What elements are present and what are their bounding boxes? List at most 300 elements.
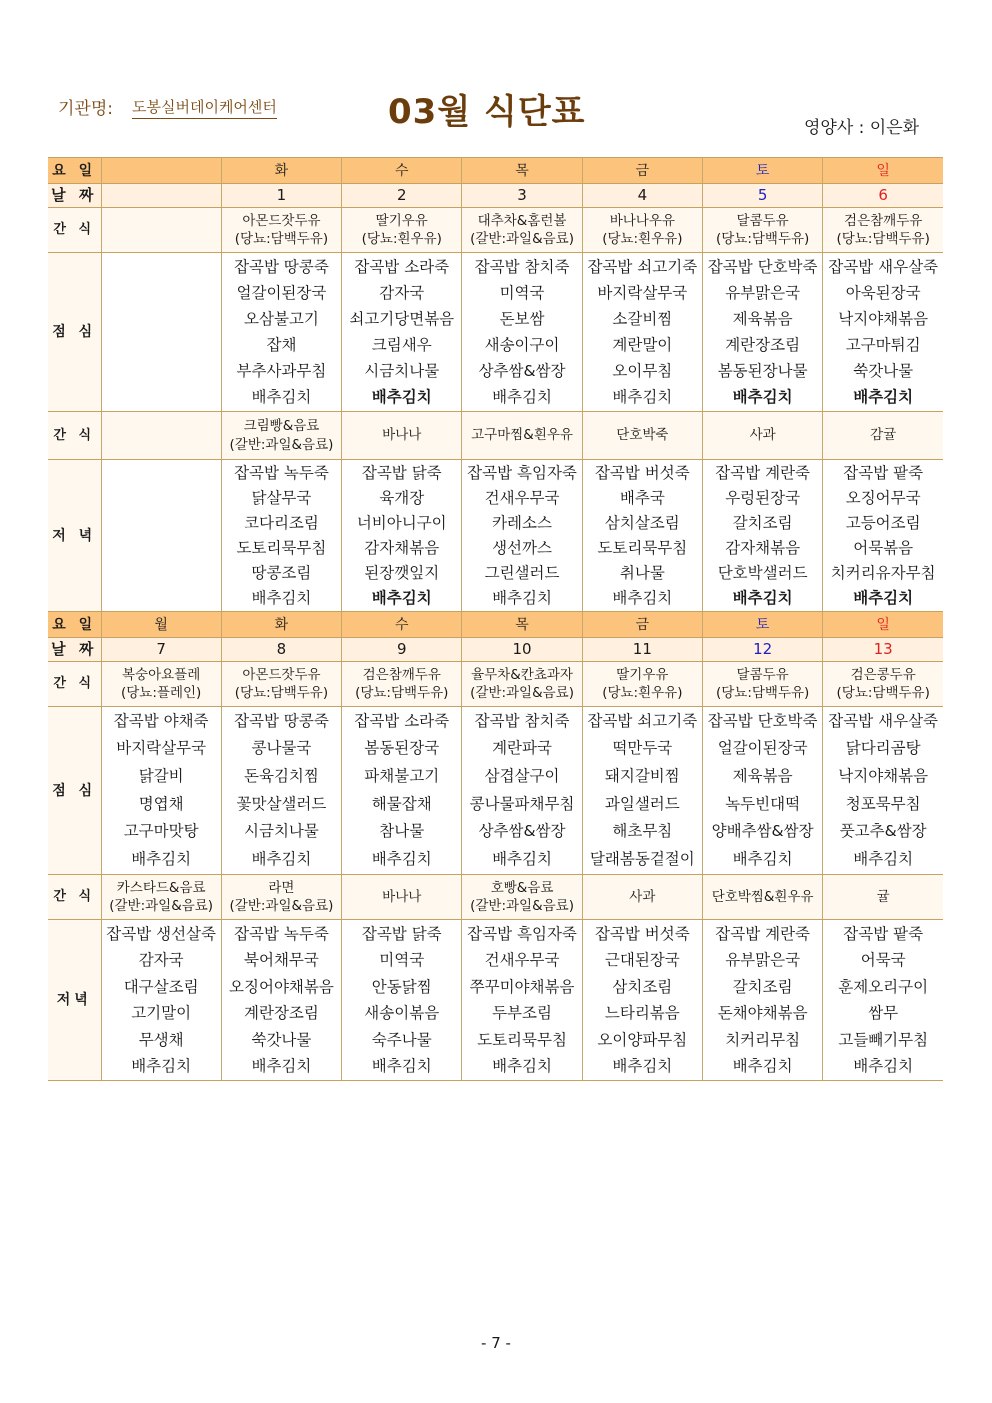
menu-item: 배추국 bbox=[619, 488, 665, 507]
menu-item: 카레소스 bbox=[492, 513, 552, 532]
snack_pm-cell bbox=[823, 875, 943, 920]
menu-item: 바나나 bbox=[382, 427, 422, 444]
date-cell: 9 bbox=[342, 638, 462, 662]
menu-item: 고구마찜&흰우유 bbox=[471, 427, 573, 444]
menu-item: 오이양파무침 bbox=[597, 1030, 688, 1049]
menu-item: 잡곡밥 팥죽 bbox=[843, 924, 924, 943]
menu-item: 배추김치 bbox=[853, 849, 914, 868]
menu-item: 건새우무국 bbox=[484, 488, 560, 507]
date-cell: 2 bbox=[342, 184, 462, 208]
menu-item: (당뇨:담백두유) bbox=[234, 231, 329, 247]
menu-item: 바지락살무국 bbox=[597, 283, 688, 302]
menu-item: 부추사과무침 bbox=[236, 362, 327, 381]
menu-table bbox=[48, 157, 943, 1081]
menu-item: 소갈비찜 bbox=[612, 309, 673, 328]
menu-item: 잡곡밥 팥죽 bbox=[843, 463, 924, 482]
menu-item: 돈보쌈 bbox=[499, 309, 545, 328]
lunch-cell bbox=[823, 253, 943, 412]
menu-item: (당뇨:담백두유) bbox=[836, 685, 930, 701]
menu-item: 고구마튀김 bbox=[845, 336, 921, 354]
menu-item: 배추김치 bbox=[853, 588, 914, 607]
menu-item: 배추김치 bbox=[612, 588, 673, 607]
dinner-cell bbox=[582, 460, 702, 612]
menu-item: 닭갈비 bbox=[138, 766, 184, 785]
menu-item: 잡곡밥 소라죽 bbox=[354, 711, 450, 730]
menu-item: 잡곡밥 참치죽 bbox=[474, 711, 570, 730]
menu-item: 건새우무국 bbox=[484, 951, 560, 969]
menu-item: 달콤두유 bbox=[736, 666, 789, 683]
menu-item: 사과 bbox=[749, 427, 776, 444]
page-title: 03월 식단표 bbox=[388, 92, 586, 132]
menu-item: 잡곡밥 단호박죽 bbox=[707, 257, 818, 276]
menu-item: (당뇨:담백두유) bbox=[234, 685, 329, 701]
menu-item: 돈육김치찜 bbox=[244, 766, 319, 785]
menu-item: 단호박죽 bbox=[616, 427, 669, 444]
menu-item: 잡곡밥 녹두죽 bbox=[234, 924, 329, 943]
menu-item: 계란장조림 bbox=[725, 336, 801, 354]
menu-item: 잡곡밥 새우살죽 bbox=[828, 257, 939, 276]
menu-item: 감귤 bbox=[870, 427, 897, 444]
date-cell bbox=[101, 184, 221, 208]
menu-item: 도토리묵무침 bbox=[477, 1030, 567, 1049]
menu-item: 잡곡밥 쇠고기죽 bbox=[587, 711, 698, 730]
menu-item: 도토리묵무침 bbox=[597, 538, 688, 557]
menu-item: 라면 bbox=[268, 879, 295, 896]
lunch-cell bbox=[582, 253, 702, 412]
menu-item: 배추김치 bbox=[612, 388, 673, 407]
menu-item: 검은참깨두유 bbox=[844, 212, 923, 229]
snack_pm-cell bbox=[582, 412, 702, 460]
menu-item: 감자국 bbox=[379, 283, 425, 302]
menu-item: 복숭아요플레 bbox=[122, 666, 201, 683]
lunch-cell bbox=[101, 707, 221, 875]
menu-item: 배추김치 bbox=[492, 1057, 552, 1075]
menu-item: (갈반:과일&음료) bbox=[229, 436, 334, 453]
menu-item: 명엽채 bbox=[138, 794, 184, 813]
menu-item: 제육볶음 bbox=[732, 309, 793, 328]
menu-item: 바지락살무국 bbox=[116, 739, 207, 758]
menu-item: 검은참깨두유 bbox=[362, 666, 441, 683]
snack_am-cell bbox=[342, 662, 462, 707]
date-cell: 4 bbox=[582, 184, 702, 208]
snack_am-cell bbox=[101, 662, 221, 707]
menu-item: 아욱된장국 bbox=[845, 283, 921, 302]
menu-item: 두부조림 bbox=[492, 1004, 552, 1022]
menu-item: 녹두빈대떡 bbox=[725, 794, 801, 813]
menu-item: (갈반:과일&음료) bbox=[470, 231, 574, 247]
menu-item: 어묵국 bbox=[860, 951, 906, 969]
menu-item: 청포묵무침 bbox=[845, 794, 921, 813]
menu-item: 잡곡밥 소라죽 bbox=[354, 257, 450, 276]
menu-item: 무생채 bbox=[138, 1030, 184, 1049]
menu-item: 계란파국 bbox=[492, 739, 552, 758]
day-cell bbox=[101, 158, 221, 184]
menu-item: 귤 bbox=[876, 888, 890, 905]
menu-item: 배추김치 bbox=[131, 1057, 192, 1075]
menu-item: 배추김치 bbox=[492, 588, 552, 607]
menu-item: 잡곡밥 녹두죽 bbox=[234, 463, 329, 482]
menu-item: (갈반:과일&음료) bbox=[470, 685, 574, 701]
menu-item: 달래봄동겉절이 bbox=[589, 849, 695, 868]
menu-item: 카스타드&음료 bbox=[116, 879, 206, 896]
day-cell: 목 bbox=[462, 158, 582, 184]
menu-item: 봄동된장국 bbox=[364, 739, 440, 758]
lunch-cell bbox=[702, 253, 822, 412]
menu-item: 과일샐러드 bbox=[604, 794, 680, 813]
menu-item: 그린샐러드 bbox=[484, 563, 560, 582]
date-cell: 1 bbox=[221, 184, 341, 208]
dinner-cell bbox=[342, 460, 462, 612]
menu-item: 배추김치 bbox=[492, 849, 552, 868]
menu-item: 바나나 bbox=[382, 888, 422, 905]
lunch-cell bbox=[462, 253, 582, 412]
menu-item: 얼갈이된장국 bbox=[236, 283, 327, 302]
row-label: 간 식 bbox=[48, 208, 101, 253]
lunch-cell bbox=[823, 707, 943, 875]
menu-item: 바나나우유 bbox=[609, 212, 675, 229]
menu-item: 율무차&칸쵸과자 bbox=[471, 666, 573, 683]
org-name: 도봉실버데이케어센터 bbox=[132, 96, 277, 119]
lunch-cell bbox=[221, 707, 341, 875]
menu-item: 잡곡밥 쇠고기죽 bbox=[587, 257, 698, 276]
menu-item: 배추김치 bbox=[371, 1057, 432, 1075]
snack_pm-cell bbox=[462, 412, 582, 460]
snack_pm-cell bbox=[101, 412, 221, 460]
menu-item: 배추김치 bbox=[371, 849, 432, 868]
date-cell: 3 bbox=[462, 184, 582, 208]
row-label: 날 짜 bbox=[48, 638, 101, 662]
menu-item: 도토리묵무침 bbox=[236, 538, 327, 557]
menu-item: 단호박샐러드 bbox=[717, 563, 808, 582]
menu-item: 배추김치 bbox=[251, 388, 312, 407]
menu-item: 잡곡밥 땅콩죽 bbox=[234, 257, 329, 276]
lunch-cell bbox=[342, 253, 462, 412]
snack_am-cell bbox=[823, 662, 943, 707]
lunch-cell bbox=[101, 253, 221, 412]
row-label: 저 녁 bbox=[48, 460, 101, 612]
snack_pm-cell bbox=[462, 875, 582, 920]
snack_pm-cell bbox=[582, 875, 702, 920]
nutritionist: 영양사 : 이은화 bbox=[804, 118, 920, 138]
lunch-cell bbox=[462, 707, 582, 875]
menu-item: 오징어야채볶음 bbox=[229, 977, 334, 996]
row-label: 점 심 bbox=[48, 707, 101, 875]
menu-item: 치커리무침 bbox=[725, 1030, 801, 1049]
menu-item: 감자채볶음 bbox=[725, 538, 801, 557]
dinner-cell bbox=[221, 920, 341, 1081]
snack_am-cell bbox=[582, 208, 702, 253]
menu-item: 감자채볶음 bbox=[364, 538, 440, 557]
snack_am-cell bbox=[702, 208, 822, 253]
day-cell: 토 bbox=[702, 158, 822, 184]
dinner-cell bbox=[462, 920, 582, 1081]
menu-item: 잡곡밥 흑임자죽 bbox=[467, 463, 577, 482]
snack_am-cell bbox=[823, 208, 943, 253]
day-cell: 화 bbox=[221, 612, 341, 638]
menu-item: (당뇨:담백두유) bbox=[836, 231, 930, 247]
day-cell: 화 bbox=[221, 158, 341, 184]
day-cell: 월 bbox=[101, 612, 221, 638]
menu-item: 풋고추&쌈장 bbox=[839, 822, 927, 841]
menu-item: 북어채무국 bbox=[244, 951, 319, 969]
menu-item: 계란말이 bbox=[612, 336, 673, 354]
menu-item: 배추김치 bbox=[251, 849, 312, 868]
dinner-cell bbox=[823, 460, 943, 612]
menu-item: 달콤두유 bbox=[736, 212, 789, 229]
page-number: - 7 - bbox=[481, 1334, 511, 1352]
menu-item: 근대된장국 bbox=[604, 951, 680, 969]
snack_pm-cell bbox=[221, 875, 341, 920]
date-cell: 10 bbox=[462, 638, 582, 662]
menu-item: 유부맑은국 bbox=[725, 283, 801, 302]
date-cell: 8 bbox=[221, 638, 341, 662]
day-cell: 수 bbox=[342, 158, 462, 184]
day-cell: 일 bbox=[823, 158, 943, 184]
lunch-cell bbox=[221, 253, 341, 412]
menu-item: 아몬드잣두유 bbox=[242, 212, 321, 229]
menu-item: 육개장 bbox=[379, 488, 425, 507]
snack_am-cell bbox=[342, 208, 462, 253]
menu-item: 생선까스 bbox=[492, 538, 552, 557]
row-label: 간 식 bbox=[48, 662, 101, 707]
menu-item: 배추김치 bbox=[853, 1057, 914, 1075]
menu-item: 닭다리곰탕 bbox=[845, 739, 921, 758]
menu-item: 잡곡밥 땅콩죽 bbox=[234, 711, 329, 730]
menu-item: 배추김치 bbox=[251, 1057, 312, 1075]
menu-item: 새송이구이 bbox=[484, 336, 560, 354]
menu-item: 크림새우 bbox=[371, 336, 432, 354]
date-cell: 7 bbox=[101, 638, 221, 662]
menu-item: 잡곡밥 흑임자죽 bbox=[467, 924, 577, 943]
dinner-cell bbox=[342, 920, 462, 1081]
snack_am-cell bbox=[462, 662, 582, 707]
menu-item: 느타리볶음 bbox=[604, 1004, 680, 1022]
menu-item: 감자국 bbox=[138, 951, 184, 969]
menu-item: 잡곡밥 야채죽 bbox=[113, 711, 209, 730]
menu-item: 잡곡밥 닭죽 bbox=[361, 924, 442, 943]
menu-item: 미역국 bbox=[499, 283, 545, 302]
dinner-cell bbox=[101, 920, 221, 1081]
day-cell: 수 bbox=[342, 612, 462, 638]
menu-item: 단호박찜&흰우유 bbox=[711, 888, 814, 905]
menu-item: 시금치나물 bbox=[244, 822, 319, 841]
menu-item: (당뇨:플레인) bbox=[121, 685, 202, 701]
menu-item: 미역국 bbox=[379, 951, 425, 969]
menu-item: 계란장조림 bbox=[244, 1004, 319, 1022]
menu-item: 배추김치 bbox=[612, 1057, 673, 1075]
menu-item: 너비아니구이 bbox=[356, 513, 447, 532]
menu-item: 콩나물파채무침 bbox=[469, 794, 575, 813]
menu-item: 우렁된장국 bbox=[725, 488, 801, 507]
date-cell: 6 bbox=[823, 184, 943, 208]
menu-item: 사과 bbox=[629, 888, 656, 905]
menu-item: 오이무침 bbox=[612, 362, 673, 381]
menu-item: 검은콩두유 bbox=[850, 666, 916, 683]
menu-item: 어묵볶음 bbox=[853, 538, 914, 557]
snack_am-cell bbox=[462, 208, 582, 253]
menu-item: 갈치조림 bbox=[732, 513, 793, 532]
menu-item: 양배추쌈&쌈장 bbox=[711, 822, 814, 841]
menu-item: 딸기우유 bbox=[616, 666, 669, 683]
menu-item: (당뇨:담백두유) bbox=[715, 231, 810, 247]
menu-item: 유부맑은국 bbox=[725, 951, 801, 969]
row-label: 날 짜 bbox=[48, 184, 101, 208]
menu-item: 배추김치 bbox=[492, 388, 552, 407]
menu-item: 참나물 bbox=[379, 822, 425, 841]
menu-item: 낙지야채볶음 bbox=[838, 766, 929, 785]
snack_am-cell bbox=[702, 662, 822, 707]
snack_pm-cell bbox=[221, 412, 341, 460]
menu-item: 갈치조림 bbox=[732, 977, 793, 996]
menu-item: 잡곡밥 단호박죽 bbox=[707, 711, 818, 730]
row-label: 점 심 bbox=[48, 253, 101, 412]
menu-item: 파채불고기 bbox=[364, 766, 440, 785]
dinner-cell bbox=[582, 920, 702, 1081]
menu-item: 취나물 bbox=[619, 563, 665, 582]
day-cell: 일 bbox=[823, 612, 943, 638]
menu-item: 제육볶음 bbox=[732, 766, 793, 785]
day-cell: 목 bbox=[462, 612, 582, 638]
dinner-cell bbox=[702, 920, 822, 1081]
menu-item: 배추김치 bbox=[732, 849, 793, 868]
menu-item: 고등어조림 bbox=[845, 513, 921, 532]
menu-item: 배추김치 bbox=[371, 388, 432, 407]
menu-item: 삼치조림 bbox=[612, 977, 673, 996]
menu-item: 안동닭찜 bbox=[371, 977, 432, 996]
day-cell: 금 bbox=[582, 612, 702, 638]
menu-item: 땅콩조림 bbox=[251, 563, 312, 582]
menu-item: 돼지갈비찜 bbox=[604, 766, 680, 785]
menu-item: 배추김치 bbox=[251, 588, 312, 607]
menu-item: 돈채야채볶음 bbox=[717, 1004, 808, 1022]
snack_pm-cell bbox=[101, 875, 221, 920]
menu-item: 오징어무국 bbox=[845, 488, 921, 507]
row-label: 간 식 bbox=[48, 412, 101, 460]
menu-item: 치커리유자무침 bbox=[830, 563, 936, 582]
menu-item: 된장깻잎지 bbox=[364, 563, 440, 582]
menu-item: 배추김치 bbox=[732, 1057, 793, 1075]
menu-item: 떡만두국 bbox=[612, 739, 673, 758]
snack_pm-cell bbox=[823, 412, 943, 460]
menu-item: 잡곡밥 닭죽 bbox=[361, 463, 442, 482]
menu-item: (당뇨:담백두유) bbox=[355, 685, 449, 701]
menu-item: 해초무침 bbox=[612, 822, 673, 841]
snack_am-cell bbox=[221, 208, 341, 253]
menu-item: 쑥갓나물 bbox=[251, 1030, 312, 1049]
menu-item: 잡곡밥 계란죽 bbox=[715, 924, 811, 943]
lunch-cell bbox=[702, 707, 822, 875]
menu-item: (갈반:과일&음료) bbox=[229, 898, 334, 914]
day-cell: 금 bbox=[582, 158, 702, 184]
lunch-cell bbox=[582, 707, 702, 875]
menu-item: 꽃맛살샐러드 bbox=[236, 794, 327, 813]
menu-item: 배추김치 bbox=[732, 588, 793, 607]
menu-item: 얼갈이된장국 bbox=[717, 739, 808, 758]
row-label: 요 일 bbox=[48, 158, 101, 184]
page-header bbox=[0, 0, 992, 150]
menu-item: 코다리조림 bbox=[244, 513, 319, 532]
snack_pm-cell bbox=[702, 412, 822, 460]
menu-item: (당뇨:흰우유) bbox=[602, 231, 683, 247]
menu-item: 딸기우유 bbox=[375, 212, 428, 229]
menu-item: 대추차&홈런볼 bbox=[477, 212, 567, 229]
date-cell: 5 bbox=[702, 184, 822, 208]
menu-item: 잡곡밥 새우살죽 bbox=[828, 711, 939, 730]
menu-item: 삼치살조림 bbox=[604, 513, 680, 532]
row-label: 요 일 bbox=[48, 612, 101, 638]
menu-item: 훈제오리구이 bbox=[838, 977, 929, 996]
day-cell: 토 bbox=[702, 612, 822, 638]
menu-item: 잡곡밥 버섯죽 bbox=[594, 463, 690, 482]
menu-item: 잡곡밥 계란죽 bbox=[715, 463, 811, 482]
menu-item: 잡곡밥 생선살죽 bbox=[106, 924, 217, 943]
lunch-cell bbox=[342, 707, 462, 875]
date-cell: 11 bbox=[582, 638, 702, 662]
menu-item: (당뇨:흰우유) bbox=[361, 231, 442, 247]
snack_am-cell bbox=[582, 662, 702, 707]
menu-item: 봄동된장나물 bbox=[717, 362, 808, 381]
menu-item: 고기말이 bbox=[131, 1004, 192, 1022]
menu-item: 배추김치 bbox=[732, 388, 793, 407]
menu-item: 쇠고기당면볶음 bbox=[349, 309, 455, 328]
snack_pm-cell bbox=[342, 875, 462, 920]
menu-item: 숙주나물 bbox=[371, 1030, 432, 1049]
dinner-cell bbox=[702, 460, 822, 612]
menu-item: (갈반:과일&음료) bbox=[470, 898, 574, 914]
menu-item: 삼겹살구이 bbox=[484, 766, 560, 785]
menu-item: 새송이볶음 bbox=[364, 1004, 440, 1022]
dinner-cell bbox=[101, 460, 221, 612]
menu-item: 낙지야채볶음 bbox=[838, 309, 929, 328]
snack_pm-cell bbox=[342, 412, 462, 460]
snack_am-cell bbox=[101, 208, 221, 253]
menu-item: 해물잡채 bbox=[371, 794, 432, 813]
menu-item: 닭살무국 bbox=[251, 488, 312, 507]
menu-item: (당뇨:담백두유) bbox=[715, 685, 810, 701]
menu-item: 고구마맛탕 bbox=[123, 822, 199, 841]
menu-item: 콩나물국 bbox=[251, 739, 312, 758]
menu-item: 상추쌈&쌈장 bbox=[478, 362, 566, 381]
snack_am-cell bbox=[221, 662, 341, 707]
menu-item: 아몬드잣두유 bbox=[242, 666, 321, 683]
menu-item: 고들빼기무침 bbox=[838, 1030, 929, 1049]
menu-item: 쑥갓나물 bbox=[853, 362, 914, 381]
dinner-cell bbox=[462, 460, 582, 612]
menu-item: 호빵&음료 bbox=[490, 879, 554, 896]
row-label: 간 식 bbox=[48, 875, 101, 920]
date-cell: 13 bbox=[823, 638, 943, 662]
menu-item: 배추김치 bbox=[371, 588, 432, 607]
menu-item: 쌈무 bbox=[868, 1004, 899, 1022]
date-cell: 12 bbox=[702, 638, 822, 662]
menu-item: 잡채 bbox=[266, 336, 297, 354]
dinner-cell bbox=[221, 460, 341, 612]
snack_pm-cell bbox=[702, 875, 822, 920]
menu-item: 배추김치 bbox=[131, 849, 192, 868]
menu-item: 시금치나물 bbox=[364, 362, 440, 381]
menu-item: 대구살조림 bbox=[123, 977, 199, 996]
dinner-cell bbox=[823, 920, 943, 1081]
org-label: 기관명: bbox=[58, 99, 113, 119]
menu-item: 크림빵&음료 bbox=[243, 418, 320, 435]
menu-item: 잡곡밥 버섯죽 bbox=[594, 924, 690, 943]
menu-item: (갈반:과일&음료) bbox=[109, 898, 214, 914]
menu-item: (당뇨:흰우유) bbox=[602, 685, 683, 701]
menu-item: 잡곡밥 참치죽 bbox=[474, 257, 570, 276]
menu-item: 쭈꾸미야채볶음 bbox=[469, 977, 575, 996]
row-label: 저녁 bbox=[48, 920, 101, 1081]
menu-item: 오삼불고기 bbox=[244, 309, 319, 328]
